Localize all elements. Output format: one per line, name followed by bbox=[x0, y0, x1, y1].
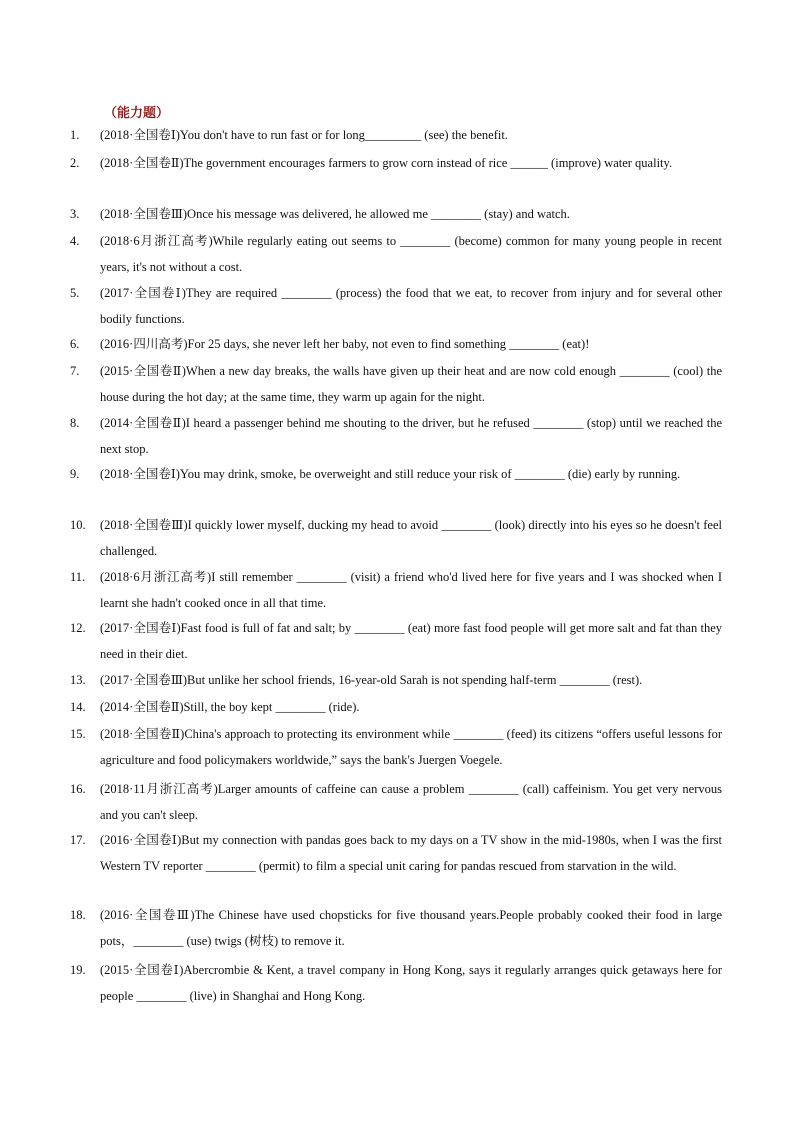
question-text: (2018·6月浙江高考)While regularly eating out seems to ________ (become) common for many young people in recent years, it's not without a cost. bbox=[100, 234, 722, 274]
question-number: 9. bbox=[70, 467, 80, 481]
question-item bbox=[70, 721, 722, 773]
section-title: （能力题） bbox=[104, 106, 170, 121]
question-number: 4. bbox=[70, 234, 80, 248]
question-item bbox=[70, 564, 722, 616]
question-number: 17. bbox=[70, 833, 86, 847]
question-item bbox=[70, 957, 722, 1009]
question-text: (2018·全国卷Ⅱ)China's approach to protecting its environment while ________ (feed) its citizens “offers useful lessons for agriculture and food policymakers worldwide,” says the bank's Juergen Voegele. bbox=[100, 727, 722, 767]
question-item bbox=[70, 331, 722, 357]
question-text: (2017·全国卷Ⅰ)Fast food is full of fat and salt; by ________ (eat) more fast food people will get more salt and fat than they need in their diet. bbox=[100, 621, 722, 661]
question-item bbox=[70, 461, 722, 487]
question-item bbox=[70, 410, 722, 462]
question-text: (2018·全国卷Ⅰ)You don't have to run fast or for long_________ (see) the benefit. bbox=[100, 128, 508, 142]
question-text: (2016·四川高考)For 25 days, she never left her baby, not even to find something ________ (eat)! bbox=[100, 337, 590, 351]
question-item bbox=[70, 615, 722, 667]
question-item bbox=[70, 228, 722, 280]
question-text: (2015·全国卷Ⅱ)When a new day breaks, the walls have given up their heat and are now cold enough ________ (cool) the house during the hot day; at the same time, they warm up again for the night. bbox=[100, 364, 722, 404]
question-number: 16. bbox=[70, 782, 86, 796]
question-number: 12. bbox=[70, 621, 86, 635]
question-text: (2018·6月浙江高考)I still remember ________ (visit) a friend who'd lived here for five years and I was shocked when I learnt she hadn't cooked once in all that time. bbox=[100, 570, 722, 610]
question-number: 11. bbox=[70, 570, 86, 584]
question-number: 3. bbox=[70, 207, 80, 221]
question-text: (2018·全国卷Ⅰ)You may drink, smoke, be overweight and still reduce your risk of ________ (die) early by running. bbox=[100, 467, 681, 481]
question-item bbox=[70, 358, 722, 410]
question-number: 18. bbox=[70, 908, 86, 922]
question-item bbox=[70, 150, 722, 176]
question-text: (2017·全国卷Ⅲ)But unlike her school friends, 16-year-old Sarah is not spending half-term ________ (rest). bbox=[100, 673, 643, 687]
question-text: (2017·全国卷Ⅰ)They are required ________ (process) the food that we eat, to recover from injury and for several other bodily functions. bbox=[100, 286, 722, 326]
question-number: 13. bbox=[70, 673, 86, 687]
question-item bbox=[70, 827, 722, 879]
question-number: 10. bbox=[70, 518, 86, 532]
question-item bbox=[70, 122, 722, 148]
question-text: (2016·全国卷Ⅰ)But my connection with pandas goes back to my days on a TV show in the mid-1980s, when I was the first Western TV reporter ________ (permit) to film a special unit caring for pandas rescued from starvation in the wild. bbox=[100, 833, 722, 873]
question-number: 15. bbox=[70, 727, 86, 741]
question-number: 6. bbox=[70, 337, 80, 351]
question-number: 2. bbox=[70, 156, 80, 170]
question-text: (2016·全国卷Ⅲ)The Chinese have used chopsticks for five thousand years.People probably cooked their food in large pots，________ (use) twigs (树枝) to remove it. bbox=[100, 908, 722, 948]
question-item bbox=[70, 902, 722, 954]
question-number: 1. bbox=[70, 128, 80, 142]
question-item bbox=[70, 667, 722, 693]
question-item bbox=[70, 280, 722, 332]
question-text: (2015·全国卷Ⅰ)Abercrombie & Kent, a travel company in Hong Kong, says it regularly arranges quick getaways here for people ________ (live) in Shanghai and Hong Kong. bbox=[100, 963, 722, 1003]
question-number: 7. bbox=[70, 364, 80, 378]
question-text: (2018·全国卷Ⅱ)The government encourages farmers to grow corn instead of rice ______ (improve) water quality. bbox=[100, 156, 673, 170]
question-text: (2018·11月浙江高考)Larger amounts of caffeine can cause a problem ________ (call) caffeinism. You get very nervous and you can't sleep. bbox=[100, 782, 722, 822]
question-text: (2014·全国卷Ⅱ)I heard a passenger behind me shouting to the driver, but he refused ________ (stop) until we reached the next stop. bbox=[100, 416, 722, 456]
question-item bbox=[70, 512, 722, 564]
question-number: 8. bbox=[70, 416, 80, 430]
question-item bbox=[70, 201, 722, 227]
question-number: 14. bbox=[70, 700, 86, 714]
question-text: (2014·全国卷Ⅱ)Still, the boy kept ________ (ride). bbox=[100, 700, 360, 714]
question-number: 5. bbox=[70, 286, 80, 300]
question-item bbox=[70, 776, 722, 828]
question-item bbox=[70, 694, 722, 720]
question-text: (2018·全国卷Ⅲ)Once his message was delivered, he allowed me ________ (stay) and watch. bbox=[100, 207, 570, 221]
question-number: 19. bbox=[70, 963, 86, 977]
question-text: (2018·全国卷Ⅲ)I quickly lower myself, ducking my head to avoid ________ (look) directly into his eyes so he doesn't feel challenged. bbox=[100, 518, 722, 558]
